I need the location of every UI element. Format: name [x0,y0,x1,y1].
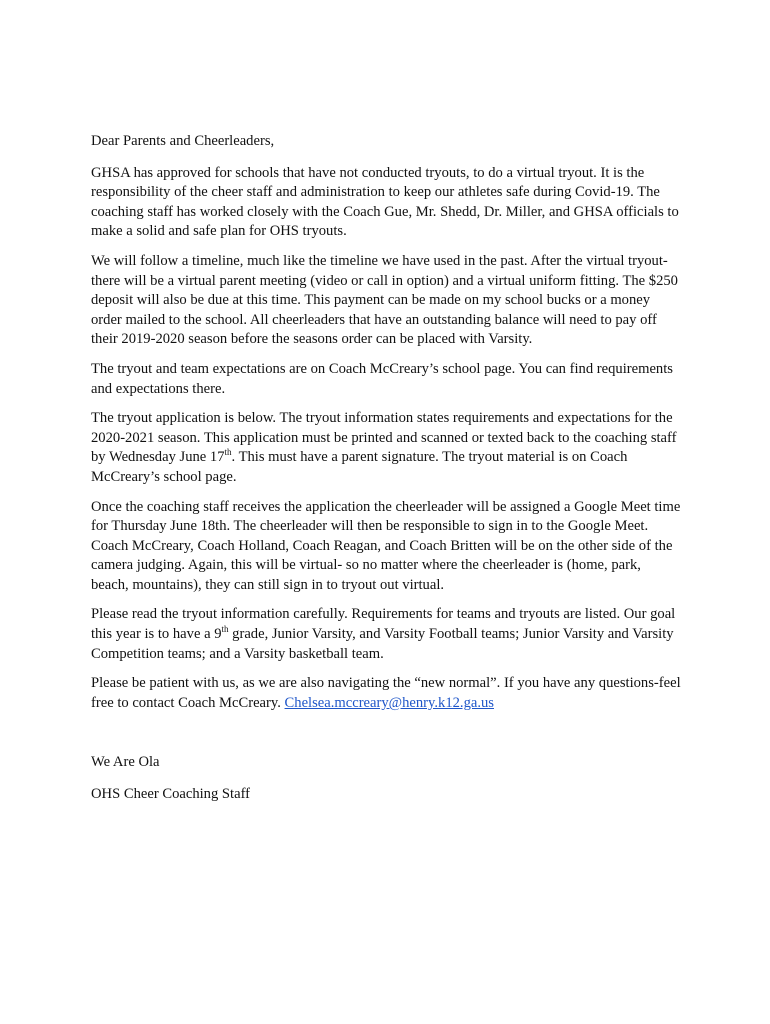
paragraph-virtual-tryout: GHSA has approved for schools that have not conducted tryouts, to do a virtual tryout. It is the responsibility of the cheer staff and administration to keep our athletes safe during Covid-19. The coaching staff has worked closely with the Coach Gue, Mr. Shedd, Dr. Miller, and GHSA officials to make a solid and safe plan for OHS tryouts. [91,164,679,240]
application-text-b: . This must have a parent signature. The tryout material is on Coach McCreary’s school page. [91,449,628,485]
teams-text-a: Please read the tryout information carefully. Requirements for teams and tryouts are listed. Our goal this year is to have a 9 [91,606,676,643]
paragraph-timeline: We will follow a timeline, much like the timeline we have used in the past. After the virtual tryout- there will be a virtual parent meeting (video or call in option) and a virtual uniform fitting. The $250 deposit will also be due at this time. This payment can be made on my school bucks or a money order mailed to the school. All cheerleaders that have an outstanding balance will need to pay off their 2019-2020 season before the seasons order can be placed with Varsity. [91,252,678,348]
email-link[interactable]: Chelsea.mccreary@henry.k12.ga.us [284,694,494,711]
paragraph-expectations: The tryout and team expectations are on Coach McCreary’s school page. You can find requirements and expectations there. [91,360,673,397]
signature: OHS Cheer Coaching Staff [91,786,251,803]
greeting: Dear Parents and Cheerleaders, [91,133,275,149]
spacer [91,723,681,753]
ordinal-suffix: th [221,624,229,635]
teams-text-b: grade, Junior Varsity, and Varsity Football teams; Junior Varsity and Varsity Competition teams; and a Varsity basketball team. [91,626,674,662]
contact-text: Please be patient with us, as we are also navigating the “new normal”. If you have any questions-feel free to contact Coach McCreary. [91,675,681,711]
paragraph-google-meet: Once the coaching staff receives the application the cheerleader will be assigned a Google Meet time for Thursday June 18th. The cheerleader will then be responsible to sign in to the Google Meet. Coach McCreary, Coach Holland, Coach Reagan, and Coach Britten will be on the other side of the camera judging. Again, this will be virtual- so no matter where the cheerleader is (home, park, beach, mountains), they can still sign in to tryout out virtual. [91,498,681,593]
application-text-a: The tryout application is below. The tryout information states requirements and expectations for the 2020-2021 season. This application must be printed and scanned or texted back to the coaching staff by Wednesday June 17 [91,410,677,466]
paragraph-contact [91,674,681,713]
paragraph-application [91,409,681,487]
ordinal-suffix: th [224,447,232,458]
paragraph-teams [91,605,681,664]
closing: We Are Ola [91,754,160,771]
letter-body [91,132,681,815]
